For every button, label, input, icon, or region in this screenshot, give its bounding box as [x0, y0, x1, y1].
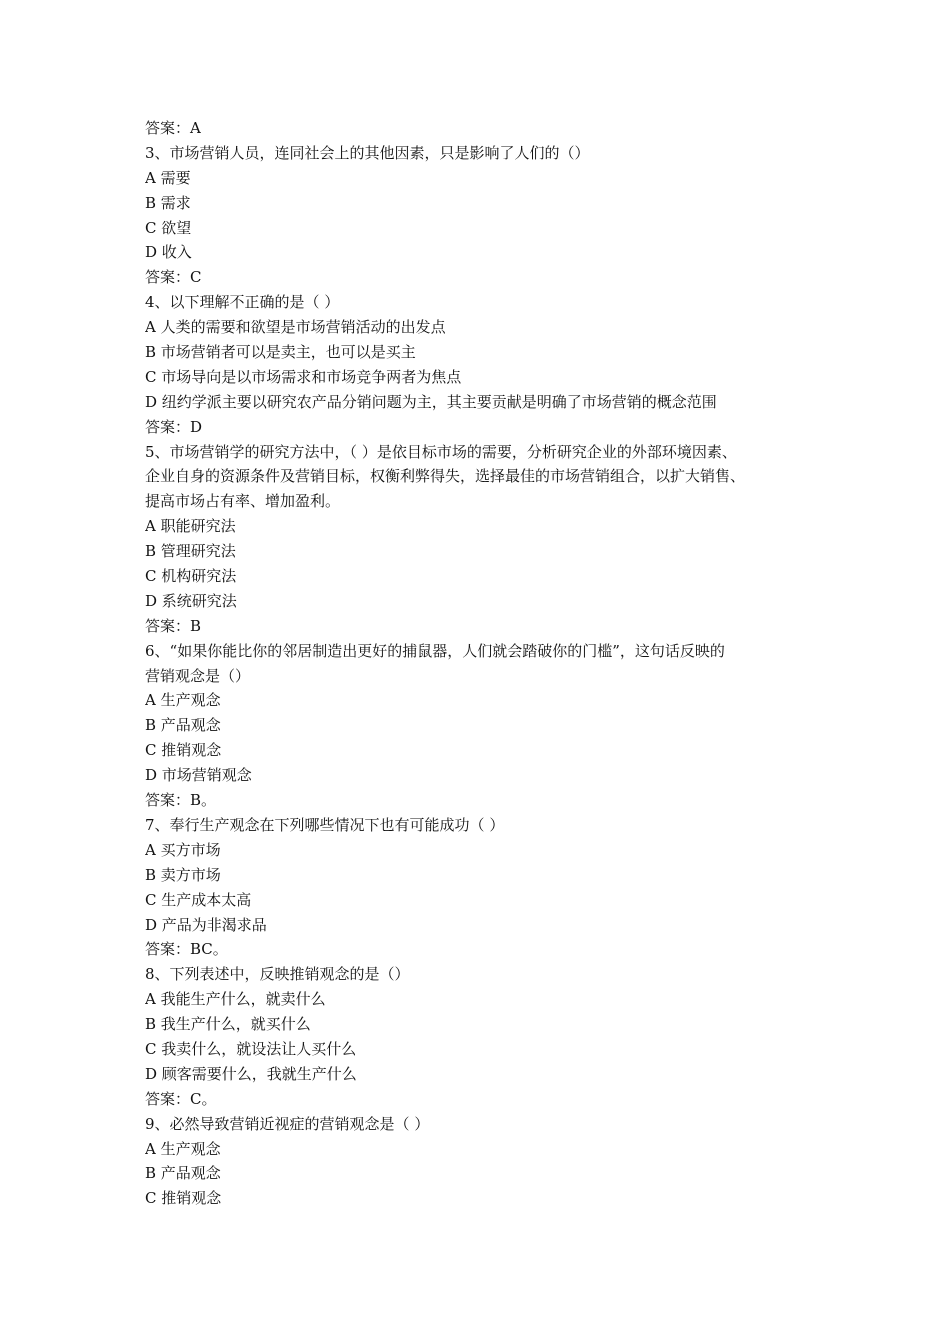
option-line: C 市场导向是以市场需求和市场竞争两者为焦点: [145, 367, 462, 386]
option-line: B 市场营销者可以是卖主，也可以是买主: [145, 343, 416, 362]
question-6: 6、“如果你能比你的邻居制造出更好的捕鼠器，人们就会踏破你的门槛”，这句话反映的: [145, 641, 725, 660]
option-line: B 需求: [145, 193, 191, 212]
question-3: 3、市场营销人员，连同社会上的其他因素，只是影响了人们的（）: [145, 143, 590, 162]
option-line: C 生产成本太高: [145, 890, 252, 909]
document-page: [145, 116, 825, 1211]
question-4: 4、以下理解不正确的是（ ）: [145, 293, 340, 312]
answer-line: 答案：B: [145, 616, 202, 635]
option-line: D 纽约学派主要以研究农产品分销问题为主，其主要贡献是明确了市场营销的概念范围: [145, 392, 717, 411]
option-line: D 收入: [145, 243, 192, 262]
option-line: C 欲望: [145, 218, 192, 237]
option-line: C 推销观念: [145, 1189, 222, 1208]
answer-line: 答案：D: [145, 417, 203, 436]
option-line: A 生产观念: [145, 1139, 221, 1158]
option-line: D 市场营销观念: [145, 766, 252, 785]
question-8: 8、下列表述中，反映推销观念的是（）: [145, 965, 410, 984]
question-7: 7、奉行生产观念在下列哪些情况下也有可能成功（ ）: [145, 815, 505, 834]
option-line: B 我生产什么，就买什么: [145, 1015, 311, 1034]
question-5-continued: 企业自身的资源条件及营销目标，权衡利弊得失，选择最佳的市场营销组合，以扩大销售、: [145, 467, 746, 486]
option-line: B 管理研究法: [145, 542, 236, 561]
question-9: 9、必然导致营销近视症的营销观念是（ ）: [145, 1114, 430, 1133]
question-6-continued: 营销观念是（）: [145, 666, 251, 685]
option-line: C 机构研究法: [145, 567, 237, 586]
option-line: B 产品观念: [145, 716, 221, 735]
option-line: C 我卖什么，就设法让人买什么: [145, 1039, 357, 1058]
option-line: A 需要: [145, 168, 191, 187]
option-line: A 生产观念: [145, 691, 221, 710]
answer-line: 答案：BC。: [145, 940, 228, 959]
option-line: D 顾客需要什么，我就生产什么: [145, 1064, 357, 1083]
option-line: A 我能生产什么，就卖什么: [145, 990, 326, 1009]
answer-line: 答案：A: [145, 119, 201, 137]
option-line: A 人类的需要和欲望是市场营销活动的出发点: [145, 318, 446, 337]
answer-line: 答案：B。: [145, 791, 217, 810]
answer-line: 答案：C: [145, 268, 202, 287]
answer-line: 答案：C。: [145, 1089, 217, 1108]
option-line: A 买方市场: [145, 840, 221, 859]
option-line: B 产品观念: [145, 1164, 221, 1183]
option-line: D 产品为非渴求品: [145, 915, 267, 934]
question-5: 5、市场营销学的研究方法中，（ ）是依目标市场的需要，分析研究企业的外部环境因素、: [145, 442, 737, 461]
option-line: C 推销观念: [145, 741, 222, 760]
option-line: A 职能研究法: [145, 517, 236, 536]
option-line: B 卖方市场: [145, 865, 221, 884]
question-5-continued: 提高市场占有率、增加盈利。: [145, 492, 341, 511]
option-line: D 系统研究法: [145, 591, 237, 610]
